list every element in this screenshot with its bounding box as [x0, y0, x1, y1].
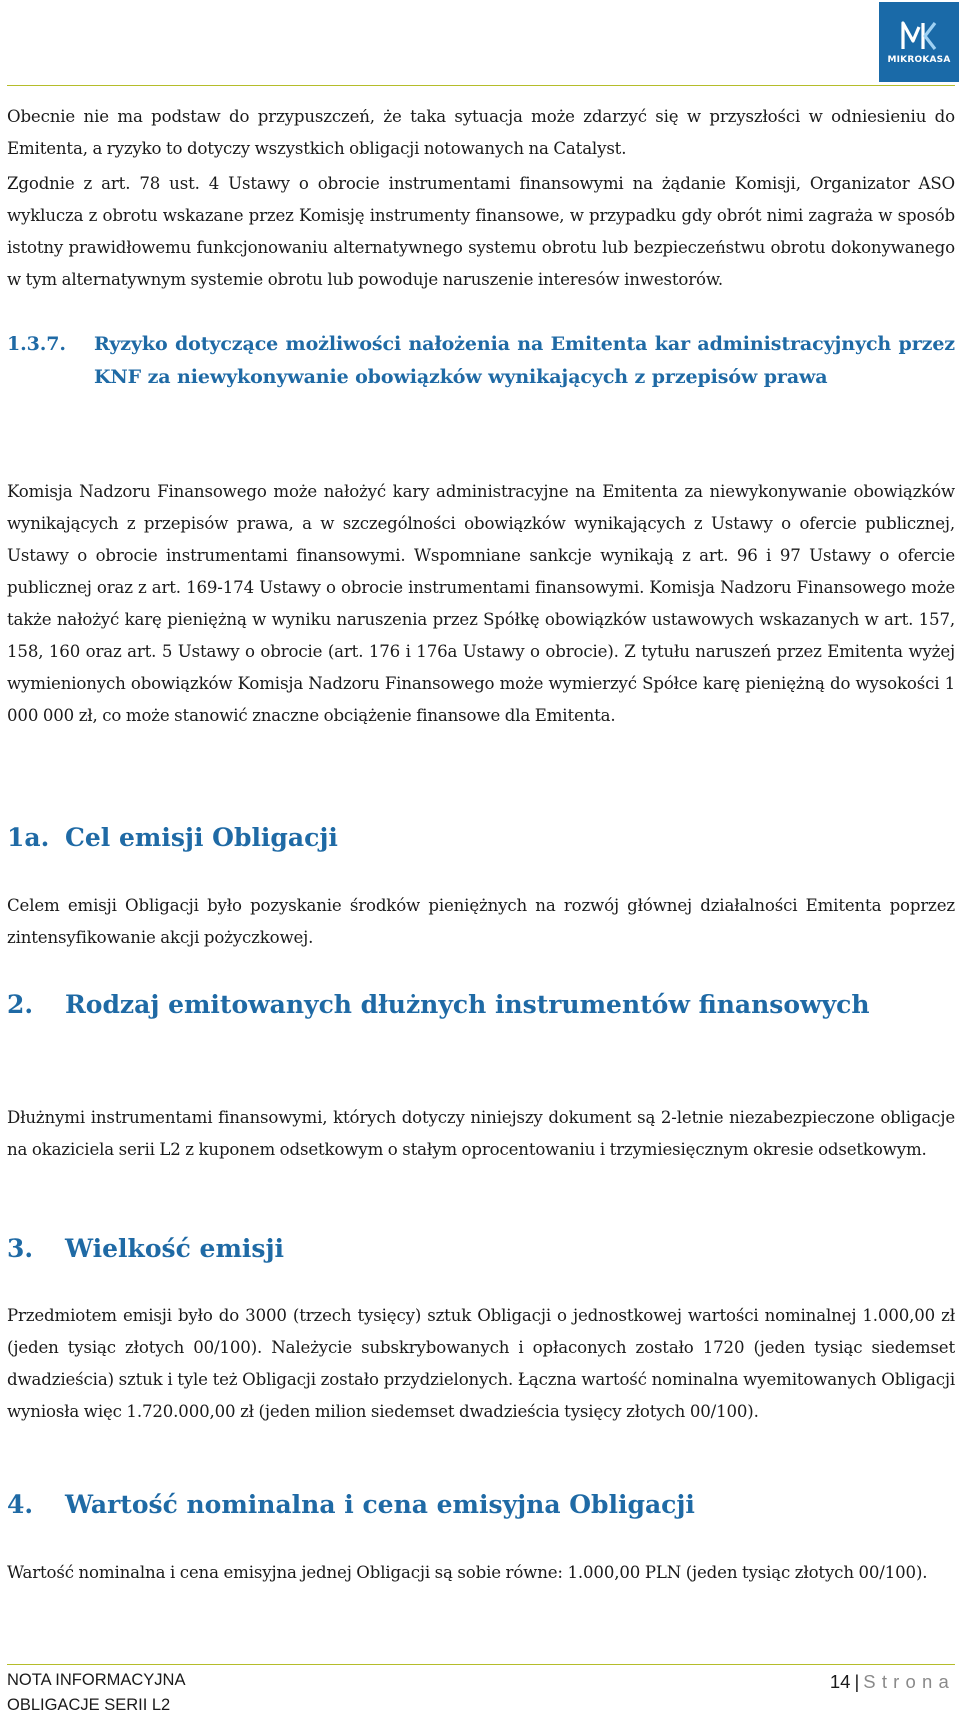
paragraph-emission-size: Przedmiotem emisji było do 3000 (trzech tysięcy) sztuk Obligacji o jednostkowej wartości nominalnej 1.000,00 zł (jeden tysiąc złotych 00/100). Należycie subskrybowanych i opłaconych zostało 1720 (jeden tysiąc siedemset dwadzieścia) sztuk i tyle też Obligacji zostało przydzielonych. Łączna wartość nominalna wyemitowanych Obligacji wyniosła więc 1.720.000,00 zł (jeden milion siedemset dwadzieścia tysięcy złotych 00/100). — [7, 1306, 955, 1421]
paragraph-catalyst-risk: Obecnie nie ma podstaw do przypuszczeń, że taka sytuacja może zdarzyć się w przyszłości w odniesieniu do Emitenta, a ryzyko to dotyczy wszystkich obligacji notowanych na Catalyst. — [7, 107, 955, 158]
heading-number: 1a. — [7, 823, 50, 852]
header-rule — [7, 85, 955, 86]
mk-monogram-icon — [899, 19, 939, 53]
heading-number: 3. — [7, 1234, 34, 1263]
heading-text: Cel emisji Obligacji — [65, 823, 338, 852]
footer-line-1: NOTA INFORMACYJNA — [7, 1671, 186, 1689]
logo-label: MIKROKASA — [887, 55, 951, 65]
footer-rule — [7, 1664, 955, 1665]
heading-2 — [7, 983, 955, 1027]
footer-line-2: OBLIGACJE SERII L2 — [7, 1696, 171, 1714]
paragraph-knf-penalties: Komisja Nadzoru Finansowego może nałożyć kary administracyjne na Emitenta za niewykonywanie obowiązków wynikających z przepisów prawa, a w szczególności obowiązków wynikających z Ustawy o ofercie publicznej, Ustawy o obrocie instrumentami finansowymi. Wspomniane sankcje wynikają z art. 96 i 97 Ustawy o ofercie publicznej oraz z art. 169-174 Ustawy o obrocie instrumentami finansowymi. Komisja Nadzoru Finansowego może także nałożyć karę pieniężną w wyniku naruszenia przez Spółkę obowiązków ustawowych wskazanych w art. 157, 158, 160 oraz art. 5 Ustawy o obrocie (art. 176 i 176a Ustawy o obrocie). Z tytułu naruszeń przez Emitenta wyżej wymienionych obowiązków Komisja Nadzoru Finansowego może wymierzyć Spółce karę pieniężną do wysokości 1 000 000 zł, co może stanowić znaczne obciążenie finansowe dla Emitenta. — [7, 482, 955, 725]
heading-text: Wartość nominalna i cena emisyjna Obligacji — [65, 1490, 695, 1519]
heading-text: Ryzyko dotyczące możliwości nałożenia na Emitenta kar administracyjnych przez KNF za niewykonywanie obowiązków wynikających z przepisów prawa — [94, 333, 955, 388]
heading-3 — [7, 1227, 955, 1271]
heading-number: 4. — [7, 1490, 34, 1519]
heading-4 — [7, 1483, 955, 1527]
footer-page-indicator — [830, 1668, 955, 1696]
heading-number: 1.3.7. — [7, 333, 66, 355]
paragraph-aso-exclusion: Zgodnie z art. 78 ust. 4 Ustawy o obrocie instrumentami finansowymi na żądanie Komisji, Organizator ASO wyklucza z obrotu wskazane przez Komisję instrumenty finansowe, w przypadku gdy obrót nimi zagraża w sposób istotny prawidłowemu funkcjonowaniu alternatywnego systemu obrotu lub bezpieczeństwu obrotu dokonywanego w tym alternatywnym systemie obrotu lub powoduje naruszenie interesów inwestorów. — [7, 174, 955, 289]
page-number: 14 — [829, 1671, 851, 1692]
mikrokasa-logo — [879, 2, 959, 82]
paragraph-instrument-type: Dłużnymi instrumentami finansowymi, których dotyczy niniejszy dokument są 2-letnie niezabezpieczone obligacje na okaziciela serii L2 z kuponem odsetkowym o stałym oprocentowaniu i trzymiesięcznym okresie odsetkowym. — [7, 1108, 955, 1159]
paragraph-nominal-value: Wartość nominalna i cena emisyjna jednej Obligacji są sobie równe: 1.000,00 PLN (jeden tysiąc złotych 00/100). — [7, 1563, 928, 1582]
paragraph-emission-goal: Celem emisji Obligacji było pozyskanie środków pieniężnych na rozwój głównej działalności Emitenta poprzez zintensyfikowanie akcji pożyczkowej. — [7, 896, 955, 947]
footer-document-title — [7, 1668, 185, 1718]
heading-text: Wielkość emisji — [65, 1234, 285, 1263]
heading-text: Rodzaj emitowanych dłużnych instrumentów finansowych — [65, 990, 870, 1019]
page-separator: | — [854, 1671, 860, 1692]
heading-1-3-7 — [7, 328, 955, 394]
page-word: Strona — [863, 1671, 955, 1692]
heading-1a — [7, 816, 955, 860]
heading-number: 2. — [7, 990, 34, 1019]
document-page — [7, 0, 955, 1721]
